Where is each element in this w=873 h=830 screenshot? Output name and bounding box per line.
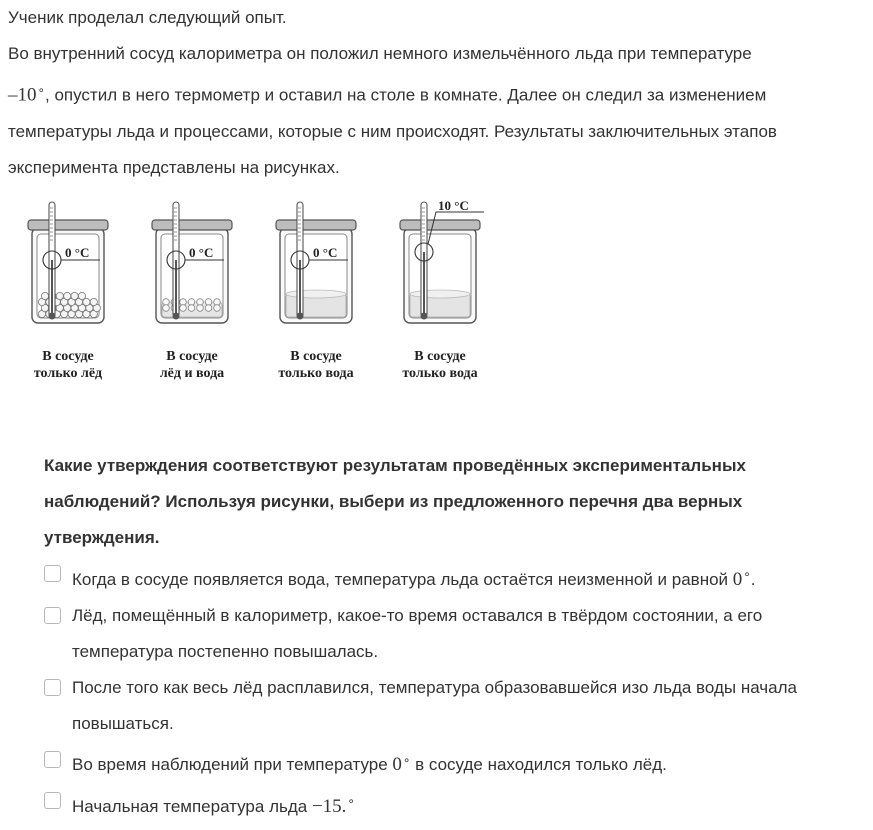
- calorimeter-illustrations: [0, 190, 520, 390]
- option-label[interactable]: [72, 678, 797, 733]
- figure-caption-line-2: лёд и вода: [159, 366, 225, 381]
- answer-option[interactable]: [44, 783, 844, 825]
- option-label[interactable]: [72, 794, 355, 817]
- option-text: Начальная температура льда: [72, 796, 312, 816]
- figure-caption-line-2: только вода: [402, 366, 478, 381]
- answer-option[interactable]: [44, 598, 844, 670]
- calorimeter-figure: [28, 202, 108, 381]
- option-label[interactable]: [72, 752, 667, 776]
- option-text-end: в сосуде находился только лёд.: [410, 755, 667, 775]
- answer-option[interactable]: [44, 556, 844, 598]
- temperature-reading: 10 °C: [438, 198, 469, 213]
- intro-text-post: , опустил в него термометр и оставил на столе в комнате. Далее он следил за изменением температуры льда и процессами, которые с ним происходят. Результаты заключительных этапов эксперимента представлены на рисунках.: [8, 85, 777, 177]
- calorimeter-figure: [400, 198, 484, 381]
- degree-sign: ∘: [743, 567, 751, 581]
- option-checkbox[interactable]: [44, 751, 61, 768]
- figure-caption-line-1: В сосуде: [42, 349, 94, 364]
- figure-caption-line-1: В сосуде: [414, 349, 466, 364]
- answer-options: [44, 556, 844, 825]
- experiment-figures: [0, 190, 520, 390]
- degree-sign: ∘: [402, 752, 411, 767]
- temperature-reading: 0 °C: [313, 245, 338, 260]
- calorimeter-figure: [152, 202, 232, 381]
- calorimeter-figure: [276, 202, 356, 381]
- option-math-value: −15.: [311, 795, 347, 817]
- option-label[interactable]: [72, 606, 762, 661]
- intro-text: [8, 0, 858, 186]
- figure-caption-line-1: В сосуде: [290, 349, 342, 364]
- option-text: Во время наблюдений при температуре: [72, 755, 393, 775]
- degree-sign: ∘: [37, 83, 46, 97]
- option-text: После того как весь лёд расплавился, температура образовавшейся изо льда воды начала повышаться.: [72, 677, 797, 733]
- option-text-end: .: [750, 569, 756, 589]
- temperature-reading: 0 °C: [189, 245, 214, 260]
- option-checkbox[interactable]: [44, 792, 61, 809]
- figure-caption-line-2: только вода: [278, 366, 354, 381]
- option-math-value: 0: [732, 568, 743, 590]
- intro-paragraph: [8, 36, 858, 186]
- option-checkbox[interactable]: [44, 607, 61, 624]
- question-text: Какие утверждения соответствуют результатам проведённых экспериментальных наблюдений? Используя рисунки, выбери из предложенного перечня два верных утверждения.: [44, 456, 746, 547]
- answer-option[interactable]: [44, 742, 844, 784]
- option-text: Лёд, помещённый в калориметр, какое-то время оставался в твёрдом состоянии, а его температура постепенно повышалась.: [72, 605, 763, 661]
- option-label[interactable]: [72, 567, 756, 590]
- figure-caption-line-2: только лёд: [33, 366, 103, 381]
- start-temperature: –10: [8, 84, 37, 106]
- question-block: [44, 448, 844, 825]
- intro-line-1: Ученик проделал следующий опыт.: [8, 8, 287, 27]
- degree-sign: ∘: [347, 794, 355, 809]
- figure-caption-line-1: В сосуде: [166, 349, 218, 364]
- intro-text-pre: Во внутренний сосуд калориметра он положил немного измельчённого льда при температуре: [8, 44, 752, 63]
- answer-option[interactable]: [44, 670, 844, 742]
- option-math-value: 0: [392, 754, 402, 776]
- temperature-reading: 0 °C: [65, 245, 90, 260]
- option-text: Когда в сосуде появляется вода, температура льда остаётся неизменной и равной: [72, 569, 733, 589]
- option-checkbox[interactable]: [44, 679, 61, 696]
- option-checkbox[interactable]: [44, 565, 61, 582]
